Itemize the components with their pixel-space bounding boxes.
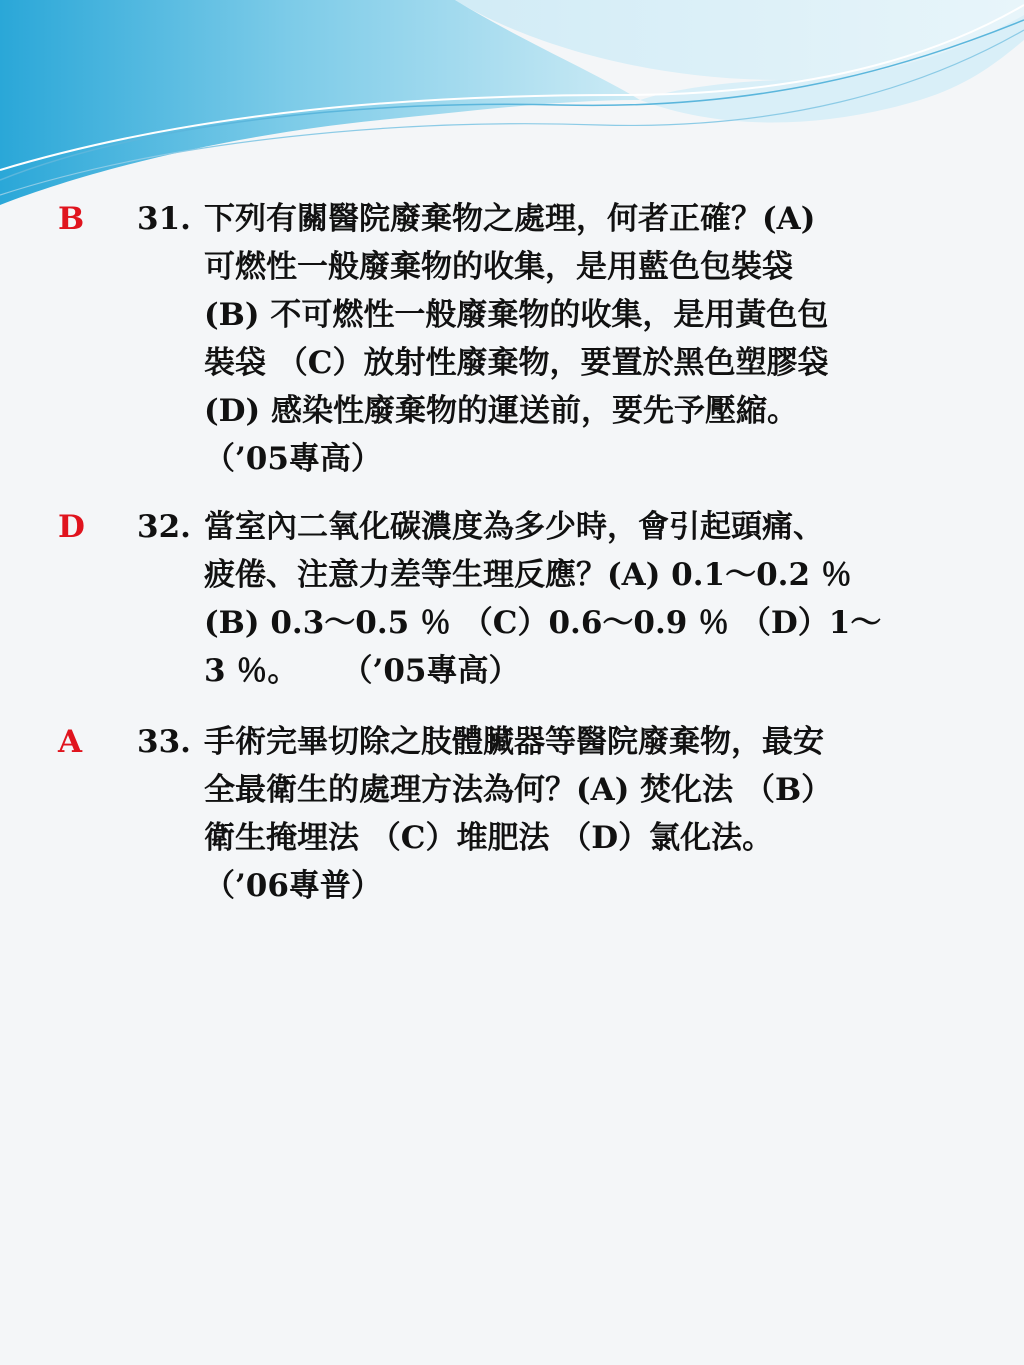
question-line: 下列有關醫院廢棄物之處理，何者正確？(A)	[204, 201, 816, 237]
question-line: (B) 不可燃性一般廢棄物的收集，是用黃色包	[204, 297, 829, 333]
question-line: （’06專普）	[204, 868, 382, 904]
question-line: 疲倦、注意力差等生理反應？(A) 0.1～0.2 ％	[204, 557, 852, 593]
answer-label: D	[58, 509, 85, 545]
question-line: （’05專高）	[204, 441, 382, 477]
question-number: 31.	[137, 201, 191, 237]
question-line: 裝袋 （C）放射性廢棄物，要置於黑色塑膠袋	[204, 345, 829, 381]
question-text	[204, 718, 994, 910]
question-line: 手術完畢切除之肢體臟器等醫院廢棄物，最安	[204, 724, 824, 760]
question-line: 3 ％。 （’05專高）	[204, 653, 520, 689]
question-number: 33.	[137, 724, 191, 760]
question-line: 當室內二氧化碳濃度為多少時，會引起頭痛、	[204, 509, 824, 545]
question-line: (B) 0.3～0.5 ％ （C）0.6～0.9 ％ （D）1～	[204, 605, 882, 641]
question-line: 可燃性一般廢棄物的收集，是用藍色包裝袋	[204, 249, 793, 285]
answer-label: B	[58, 201, 85, 237]
question-line: 衛生掩埋法 （C）堆肥法 （D）氯化法。	[204, 820, 774, 856]
question-line: (D) 感染性廢棄物的運送前，要先予壓縮。	[204, 393, 799, 429]
answer-label: A	[58, 724, 83, 760]
question-text	[204, 195, 994, 483]
question-number: 32.	[137, 509, 191, 545]
question-text	[204, 503, 994, 695]
question-line: 全最衛生的處理方法為何？(A) 焚化法 （B）	[204, 772, 833, 808]
